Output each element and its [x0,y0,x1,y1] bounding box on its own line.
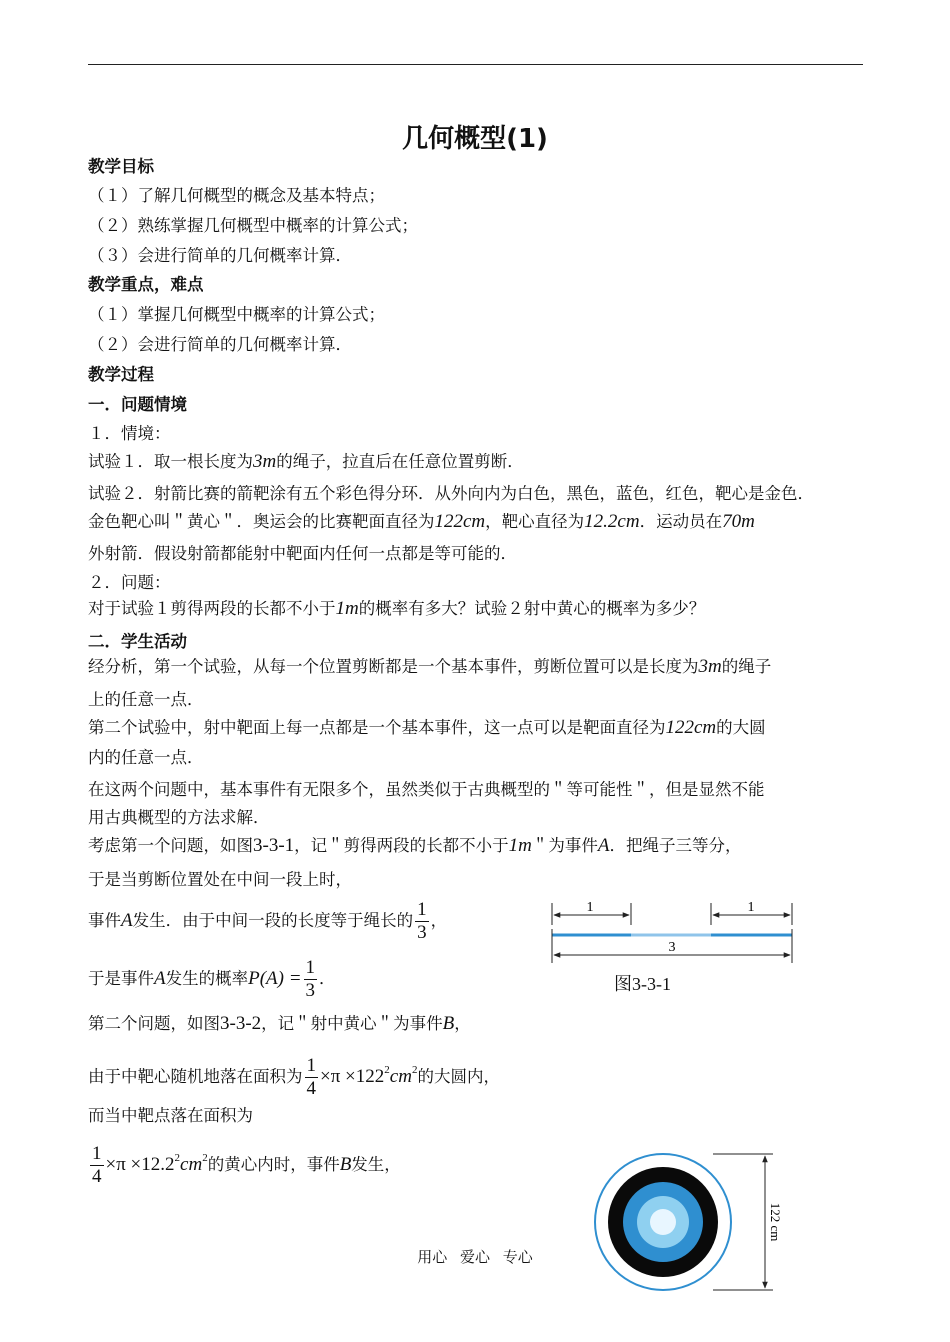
experiment2-line1: 试验２．射箭比赛的箭靶涂有五个彩色得分环．从外向内为白色，黑色，蓝色，红色，靶心是金色． [88,484,814,503]
fraction-one-third: $\frac{1}{3}$ [417,899,427,943]
target-diameter-value: 122cm [434,511,486,532]
analysis-p10: 而当中靶点落在面积为 [88,1106,253,1125]
analysis-p2-line2: 内的任意一点． [88,748,204,767]
analysis-p3-line1: 在这两个问题中，基本事件有无限多个，虽然类似于古典概型的＂等可能性＂，但是显然不能 [88,780,765,799]
event-a-line: 事件A发生．由于中间一段的长度等于绳长的 $\frac{1}{3}$ ， [88,899,448,943]
goals-heading: 教学目标 [88,157,154,176]
big-circle-area-line: 由于中靶心随机地落在面积为 $\frac{1}{4}$ $\times\pi \times 122^2cm^2$的大圆内， [88,1055,500,1099]
fraction-one-quarter: $\frac{1}{4}$ [306,1055,316,1099]
bullseye-area-line: $\frac{1}{4}$ $\times\pi \times 12.2^2cm^2$的黄心内时，事件B发生， [92,1143,401,1187]
analysis-p3-line2: 用古典概型的方法求解． [88,808,270,827]
fraction-one-quarter: $\frac{1}{4}$ [92,1143,102,1187]
probability-expression: P(A) = [248,968,302,989]
analysis-p1-line1: 经分析，第一个试验，从每一个位置剪断都是一个基本事件，剪断位置可以是长度为3m的绳子 [88,656,772,677]
section1-heading: 一．问题情境 [88,395,187,414]
rope-length-value: 3m [253,451,277,472]
fraction-one-third: $\frac{1}{3}$ [305,957,316,1001]
section2-heading: 二．学生活动 [88,632,187,651]
experiment2-line2: 金色靶心叫＂黄心＂．奥运会的比赛靶面直径为122cm，靶心直径为12.2cm．运动员在70m [88,511,755,532]
question-text: 对于试验１剪得两段的长都不小于1m的概率有多大？试验２射中黄心的概率为多少？ [88,598,706,619]
total-length-label: 3 [668,940,676,955]
right-segment-label: 1 [747,900,755,915]
analysis-p5: 于是当剪断位置处在中间一段上时， [88,870,352,889]
experiment2-line3: 外射箭．假设射箭都能射中靶面内任何一点都是等可能的． [88,544,517,563]
target-bullseye [650,1209,676,1235]
goal-item-3: （３）会进行简单的几何概率计算． [88,246,352,265]
archery-target-diagram [593,1143,793,1342]
left-segment-label: 1 [586,900,594,915]
analysis-p4-line1: 考虑第一个问题，如图3-3-1，记＂剪得两段的长都不小于1m＂为事件A．把绳子三等分， [88,835,742,856]
header-rule [88,64,863,65]
shooting-distance-value: 70m [722,511,755,532]
analysis-p2-line1: 第二个试验中，射中靶面上每一点都是一个基本事件，这一点可以是靶面直径为122cm的大圆 [88,717,766,738]
figure-ref: 3-3-2 [220,1013,262,1034]
analysis-p1-line2: 上的任意一点． [88,690,204,709]
keypoint-item-2: （２）会进行简单的几何概率计算． [88,335,352,354]
figure1-caption: 图3-3-1 [614,974,671,994]
question-label: ２．问题： [88,573,171,592]
figure-ref: 3-3-1 [253,835,295,856]
keypoint-item-1: （１）掌握几何概型中概率的计算公式； [88,305,385,324]
situation-label: １．情境： [88,424,171,443]
dimension-label: 122 cm [768,1202,783,1242]
page-footer: 用心 爱心 专心 [417,1248,533,1266]
keypoints-heading: 教学重点，难点 [88,275,204,294]
bullseye-diameter-value: 12.2cm [584,511,640,532]
analysis-p8: 第二个问题，如图3-3-2，记＂射中黄心＂为事件B， [88,1013,471,1034]
process-heading: 教学过程 [88,365,154,384]
goal-item-1: （１）了解几何概型的概念及基本特点； [88,186,385,205]
experiment1-text: 试验１．取一根长度为3m的绳子，拉直后在任意位置剪断． [88,451,524,472]
probability-a-line: 于是事件A发生的概率P(A) = $\frac{1}{3}$ ． [88,957,336,1001]
goal-item-2: （２）熟练掌握几何概型中概率的计算公式； [88,216,418,235]
page-title: 几何概型(1) [402,124,548,154]
rope-diagram [546,895,798,995]
